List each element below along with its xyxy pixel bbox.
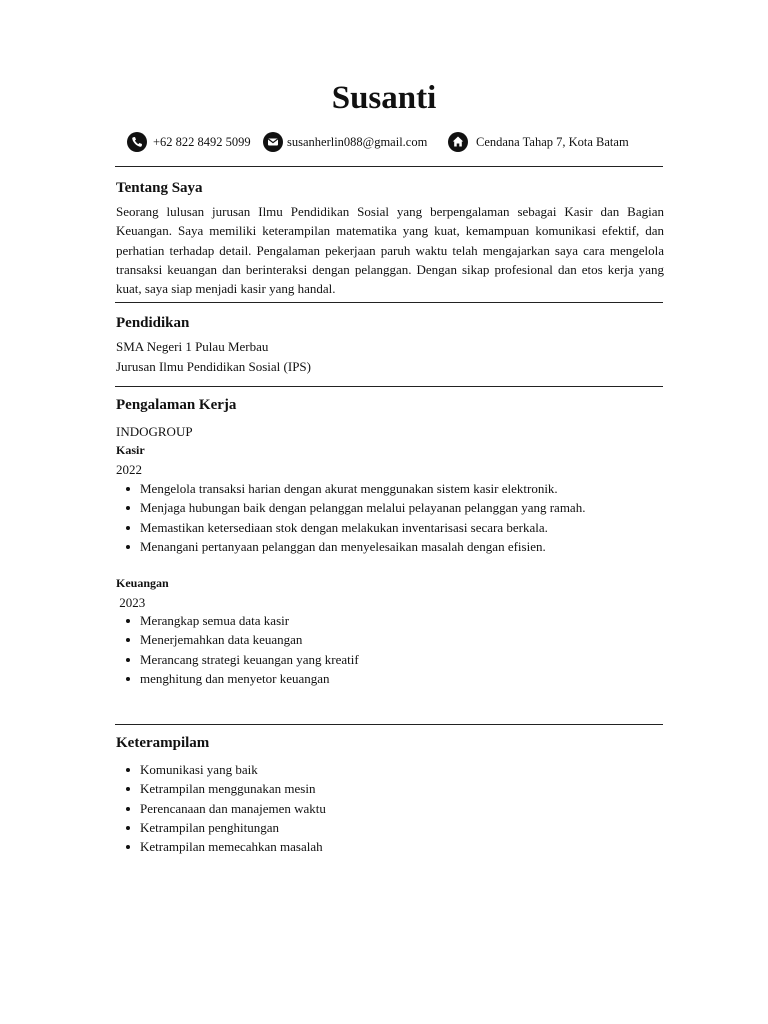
education-school: SMA Negeri 1 Pulau Merbau — [116, 339, 269, 354]
task-text: Memastikan ketersediaan stok dengan melakukan inventarisasi secara berkala. — [140, 519, 548, 535]
bullet-icon — [126, 845, 130, 849]
company-name: INDOGROUP — [116, 424, 193, 439]
skill-text: Komunikasi yang baik — [140, 762, 258, 777]
contact-email — [263, 131, 427, 153]
job-year: 2023 — [116, 595, 146, 610]
phone-icon — [127, 132, 147, 152]
list-item — [116, 650, 359, 669]
list-item — [116, 760, 326, 779]
job-year: 2022 — [116, 462, 142, 477]
education-heading: Pendidikan — [116, 315, 190, 331]
divider — [115, 724, 663, 725]
education-major: Jurusan Ilmu Pendidikan Sosial (IPS) — [116, 359, 311, 374]
list-item — [116, 518, 585, 537]
list-item — [116, 837, 326, 856]
skills-heading: Keterampilam — [116, 735, 210, 751]
experience-heading: Pengalaman Kerja — [116, 397, 237, 413]
list-item — [116, 498, 585, 517]
divider — [115, 166, 663, 167]
home-icon — [448, 132, 468, 152]
divider — [115, 386, 663, 387]
job-task-list — [116, 479, 585, 556]
bullet-icon — [126, 807, 130, 811]
list-item — [116, 537, 585, 556]
task-text: Merancang strategi keuangan yang kreatif — [140, 651, 359, 667]
skill-text: Perencanaan dan manajemen waktu — [140, 800, 326, 816]
list-item — [116, 669, 359, 688]
bullet-icon — [126, 658, 130, 662]
list-item — [116, 799, 326, 818]
list-item — [116, 818, 326, 837]
task-text: Menjaga hubungan baik dengan pelanggan melalui pelayanan pelanggan yang ramah. — [140, 500, 586, 516]
list-item — [116, 779, 326, 798]
bullet-icon — [126, 487, 130, 491]
bullet-icon — [126, 526, 130, 530]
job-task-list — [116, 611, 359, 688]
skill-text: Ketrampilan penghitungan — [140, 819, 279, 835]
list-item — [116, 630, 359, 649]
task-text: Menerjemahkan data keuangan — [140, 632, 303, 648]
bullet-icon — [126, 677, 130, 681]
list-item — [116, 611, 359, 630]
envelope-icon — [263, 132, 283, 152]
task-text: Mengelola transaksi harian dengan akurat menggunakan sistem kasir elektronik. — [140, 481, 558, 496]
phone-number: +62 822 8492 5099 — [153, 135, 251, 149]
task-text: menghitung dan menyetor keuangan — [140, 670, 330, 686]
contact-row — [127, 131, 667, 153]
bullet-icon — [126, 638, 130, 642]
contact-address — [448, 131, 629, 153]
bullet-icon — [126, 787, 130, 791]
contact-phone — [127, 131, 251, 153]
about-text: Seorang lulusan jurusan Ilmu Pendidikan Sosial yang berpengalaman sebagai Kasir dan Bagian Keuangan. Saya memiliki keterampilan matematika yang kuat, kemampuan komunikasi efektif, dan perhatian terhadap detail. Pengalaman pekerjaan paruh waktu telah mengajarkan saya cara mengelola transaksi keuangan dan berinteraksi dengan pelanggan. Dengan sikap profesional dan etos kerja yang kuat, saya siap menjadi kasir yang handal. — [116, 204, 664, 297]
task-text: Merangkap semua data kasir — [140, 613, 290, 628]
bullet-icon — [126, 826, 130, 830]
candidate-name: Susanti — [331, 80, 437, 116]
bullet-icon — [126, 619, 130, 623]
skill-text: Ketrampilan memecahkan masalah — [140, 839, 323, 855]
about-heading: Tentang Saya — [116, 180, 203, 196]
bullet-icon — [126, 545, 130, 549]
address-text: Cendana Tahap 7, Kota Batam — [476, 135, 629, 149]
bullet-icon — [126, 506, 130, 510]
job-role: Kasir — [116, 443, 145, 457]
job-role: Keuangan — [116, 576, 169, 590]
bullet-icon — [126, 768, 130, 772]
skill-text: Ketrampilan menggunakan mesin — [140, 781, 316, 797]
list-item — [116, 479, 585, 498]
email-address: susanherlin088@gmail.com — [287, 135, 428, 149]
skills-list — [116, 760, 326, 856]
divider — [115, 302, 663, 303]
task-text: Menangani pertanyaan pelanggan dan menyelesaikan masalah dengan efisien. — [140, 538, 546, 554]
